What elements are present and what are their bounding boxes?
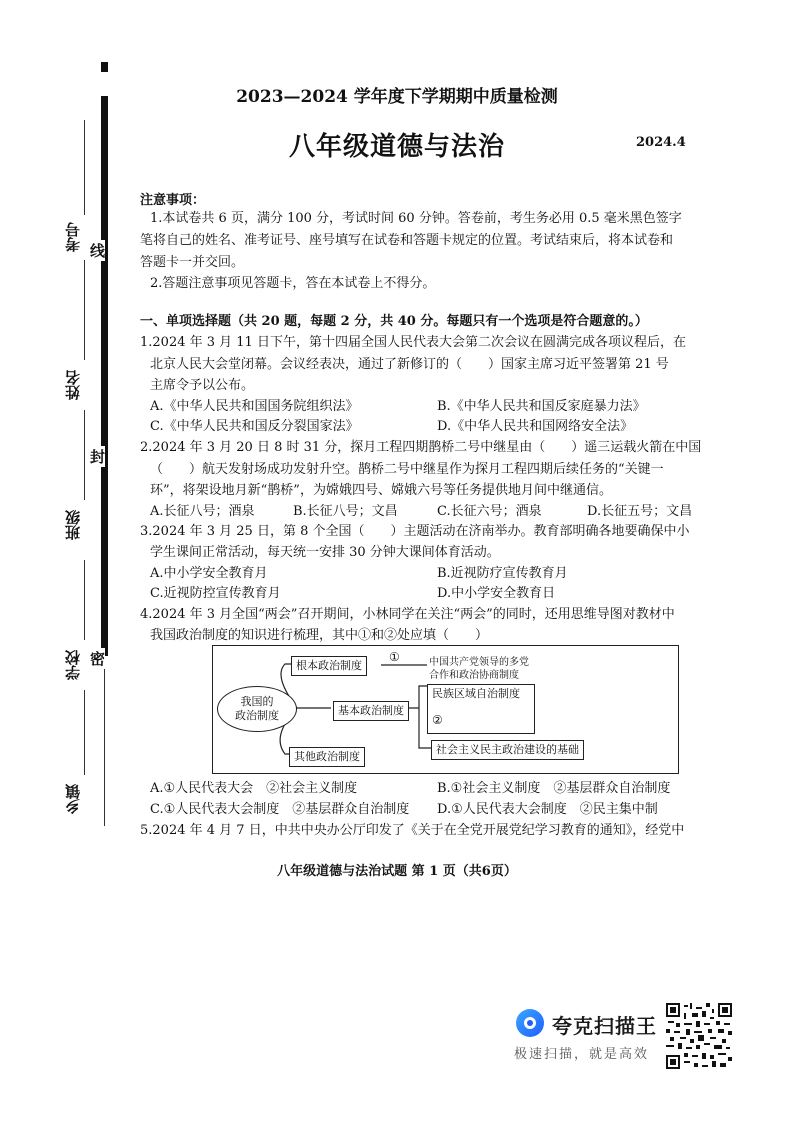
q4-option-d: D.①人民代表大会制度 ②民主集中制: [437, 802, 658, 817]
school-line: [84, 560, 85, 640]
binding-bar: [101, 96, 108, 656]
q4-option-b: B.①社会主义制度 ②基层群众自治制度: [437, 781, 671, 796]
q3-option-b: B.近视防疗宣传教育月: [437, 566, 568, 581]
q4-option-c: C.①人民代表大会制度 ②基层群众自治制度: [150, 802, 410, 817]
center-node: [217, 686, 297, 732]
q2-line1: 2.2024 年 3 月 20 日 8 时 31 分，探月工程四期鹊桥二号中继星由（ ）遥三运载火箭在中国: [140, 440, 702, 455]
cpc-cooperation-note: 中国共产党领导的多党 合作和政治协商制度: [429, 657, 529, 681]
q2-option-c: C.长征六号；酒泉: [437, 504, 542, 519]
exam-title: 2023—2024 学年度下学期期中质量检测: [236, 87, 558, 107]
seal-char-mi: 密: [90, 650, 106, 668]
q3-line1: 3.2024 年 3 月 25 日，第 8 个全国（ ）主题活动在济南举办。教育部明确各地要确保中小: [140, 524, 690, 539]
q2-option-a: A.长征八号；酒泉: [150, 504, 255, 519]
binding-line: [104, 656, 105, 826]
seal-char-feng: 封: [90, 448, 106, 466]
township-label: 乡镇: [64, 784, 82, 814]
scanner-logo-icon: [516, 1009, 544, 1037]
q1-option-a: A.《中华人民共和国国务院组织法》: [150, 399, 359, 414]
q2-line3: 环”，将架设地月新“鹊桥”，为嫦娥四号、嫦娥六号等任务提供地月间中继通信。: [150, 483, 612, 498]
notes-item1-line3: 答题卡一并交回。: [140, 255, 245, 270]
q3-line2: 学生课间正常活动，每天统一安排 30 分钟大课间体育活动。: [150, 545, 500, 560]
other-system-box: 其他政治制度: [289, 747, 365, 767]
q3-option-c: C.近视防控宣传教育月: [150, 586, 281, 601]
notes-item1-line2: 笔将自己的姓名、准考证号、座号填写在试卷和答题卡规定的位置。考试结束后，将本试卷和: [140, 233, 674, 248]
q1-option-b: B.《中华人民共和国反家庭暴力法》: [437, 399, 646, 414]
q3-option-a: A.中小学安全教育月: [150, 566, 268, 581]
q1-option-c: C.《中华人民共和国反分裂国家法》: [150, 419, 359, 434]
name-label: 姓名: [64, 370, 82, 400]
q1-line1: 1.2024 年 3 月 11 日下午，第十四届全国人民代表大会第二次会议在圆满完成各项议程后，在: [140, 335, 686, 350]
subject-title: 八年级道德与法治: [288, 132, 505, 162]
q4-option-a: A.①人民代表大会 ②社会主义制度: [150, 781, 358, 796]
q1-option-d: D.《中华人民共和国网络安全法》: [437, 419, 634, 434]
township-line: [84, 690, 85, 775]
q1-line3: 主席令予以公布。: [150, 378, 255, 393]
q3-option-d: D.中小学安全教育日: [437, 586, 556, 601]
autonomy-box: [427, 684, 535, 734]
center-node-label: 我国的 政治制度: [235, 695, 279, 722]
notes-heading: 注意事项：: [140, 193, 206, 208]
scanner-slogan: 极速扫描，就是高效: [514, 1047, 650, 1062]
scanner-brand: 夸克扫描王: [552, 1014, 657, 1038]
blank-2-marker: ②: [432, 713, 443, 727]
q5-line1: 5.2024 年 4 月 7 日，中共中央办公厅印发了《关于在全党开展党纪学习教育的通知》，经党中: [140, 823, 685, 838]
regional-autonomy-label: 民族区域自治制度: [432, 687, 520, 700]
blank-1-marker: ①: [389, 650, 400, 664]
name-line: [84, 260, 85, 360]
class-label: 班级: [64, 510, 82, 540]
q4-line1: 4.2024 年 3 月全国“两会”召开期间，小林同学在关注“两会”的同时，还用思维导图对教材中: [140, 607, 675, 622]
q2-line2: （ ）航天发射场成功发射升空。鹊桥二号中继星作为探月工程四期后续任务的“关键一: [150, 462, 664, 477]
binding-bar-top: [101, 62, 108, 72]
notes-item2: 2.答题注意事项见答题卡，答在本试卷上不得分。: [150, 276, 436, 291]
q2-option-d: D.长征五号；文昌: [587, 504, 693, 519]
class-line: [84, 410, 85, 500]
basic-system-box: 基本政治制度: [333, 701, 409, 721]
exam-date: 2024.4: [636, 135, 686, 150]
q1-line2: 北京人民大会堂闭幕。会议经表决，通过了新修订的（ ）国家主席习近平签署第 21 号: [150, 357, 669, 372]
seal-char-xian: 线: [90, 242, 106, 260]
mind-map-diagram: [212, 645, 679, 774]
school-label: 学校: [64, 650, 82, 680]
qr-code-icon: [666, 1003, 732, 1069]
fundamental-system-box: 根本政治制度: [291, 656, 367, 676]
page-footer: 八年级道德与法治试题 第 1 页（共6页）: [277, 864, 517, 879]
section1-heading: 一、单项选择题（共 20 题，每题 2 分，共 40 分。每题只有一个选项是符合题意的。）: [140, 314, 648, 329]
exam-number-label: 考号: [64, 222, 82, 252]
democracy-foundation-box: 社会主义民主政治建设的基础: [431, 740, 584, 760]
q2-option-b: B.长征八号；文昌: [293, 504, 398, 519]
q4-line2: 我国政治制度的知识进行梳理，其中①和②处应填（ ）: [150, 628, 489, 643]
scanner-watermark: [512, 1005, 662, 1065]
notes-item1-line1: 1.本试卷共 6 页，满分 100 分，考试时间 60 分钟。答卷前，考生务必用 0.5 毫米黑色签字: [150, 211, 682, 226]
